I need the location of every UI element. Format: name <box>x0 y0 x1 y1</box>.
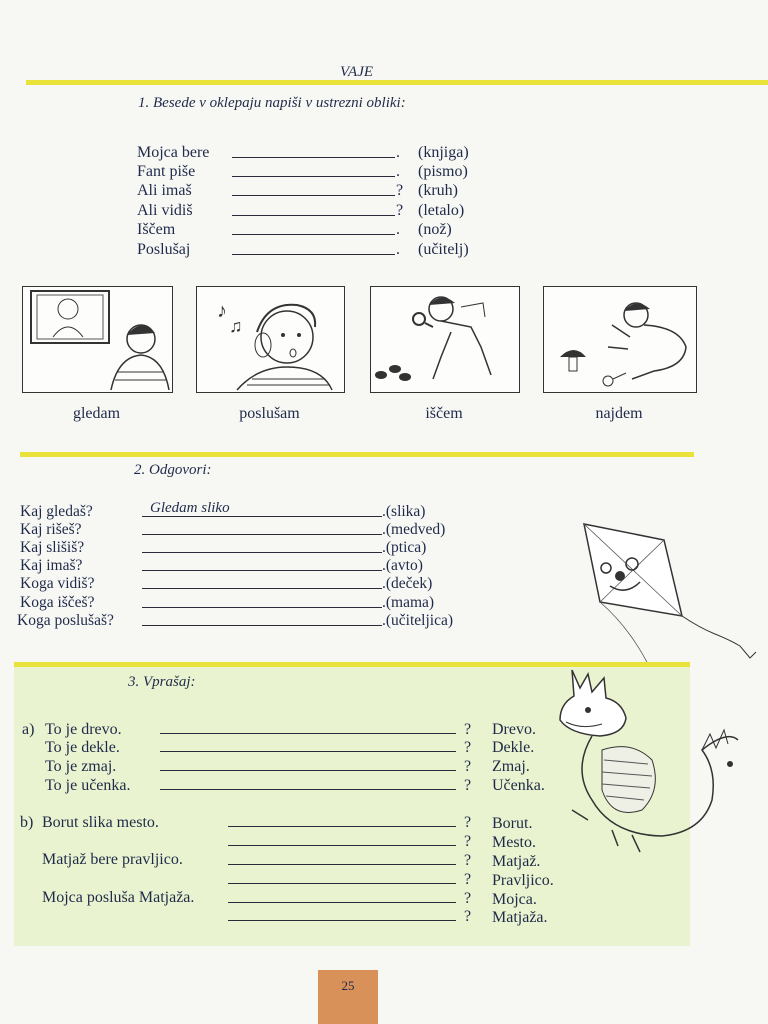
ex2-hint-text: (deček) <box>385 575 433 592</box>
ex3-qmark: ? <box>464 890 472 907</box>
ex3-answer-line[interactable] <box>228 920 456 921</box>
ex3-qmark: ? <box>464 777 472 794</box>
ex3-answer-line[interactable] <box>228 826 456 827</box>
ex3-a-prompt: To je dekle. <box>45 739 120 756</box>
ex3-a-prompt: To je zmaj. <box>45 758 117 775</box>
ex3-a-answer: Dekle. <box>492 739 535 756</box>
ex2-answer-line[interactable] <box>142 552 382 553</box>
ex3-qmark: ? <box>464 871 472 888</box>
ex1-answer-line[interactable] <box>232 176 395 177</box>
ex3-answer-line[interactable] <box>160 733 456 734</box>
ex3-b-prompt: Matjaž bere pravljico. <box>42 851 183 868</box>
svg-text:♫: ♫ <box>229 316 243 336</box>
kite-icon <box>570 518 760 668</box>
ex2-answer-line[interactable] <box>142 625 382 626</box>
ex1-punct: . <box>396 241 400 258</box>
page-title: VAJE <box>340 64 374 80</box>
ex2-hint: .(mama) <box>382 594 435 611</box>
ex3-qmark: ? <box>464 758 472 775</box>
ex2-prompt: Kaj gledaš? <box>20 503 93 520</box>
girl-listening-icon <box>196 286 345 393</box>
ex2-hint: .(avto) <box>382 557 423 574</box>
ex1-prompt: Mojca bere <box>137 144 210 161</box>
ex1-punct: ? <box>396 182 404 199</box>
ex2-hint: .(učiteljica) <box>382 612 453 629</box>
ex2-answer-line[interactable] <box>142 534 382 535</box>
ex2-prompt: Kaj slišiš? <box>20 539 85 556</box>
ex2-hint-text: (avto) <box>385 557 423 574</box>
ex3-a-label: a) <box>22 721 35 738</box>
ex3-instruction: 3. Vprašaj: <box>128 674 196 690</box>
page-number-text: 25 <box>341 978 355 993</box>
ex2-instruction: 2. Odgovori: <box>134 462 212 478</box>
ex3-qmark: ? <box>464 739 472 756</box>
ex3-a-prompt: To je učenka. <box>45 777 131 794</box>
ex1-punct: ? <box>396 202 404 219</box>
ex3-answer-line[interactable] <box>160 789 456 790</box>
page-number <box>318 970 378 1024</box>
ex1-prompt: Fant piše <box>137 163 196 180</box>
ex3-qmark: ? <box>464 814 472 831</box>
ex3-a-answer: Zmaj. <box>492 758 530 775</box>
ex3-b-label: b) <box>20 814 34 831</box>
ex1-prompt: Ali vidiš <box>137 202 193 219</box>
ex3-b-answer: Pravljico. <box>492 872 554 889</box>
ex2-answer-line[interactable] <box>142 570 382 571</box>
ex3-a-answer: Drevo. <box>492 721 536 738</box>
ex1-hint: (učitelj) <box>418 241 469 258</box>
ex3-b-answer: Matjaža. <box>492 909 548 926</box>
boy-searching-magnifier-icon <box>370 286 520 393</box>
ex3-b-answer: Mojca. <box>492 891 537 908</box>
picture-caption: gledam <box>72 405 121 422</box>
ex3-qmark: ? <box>464 908 472 925</box>
dragon-icon <box>552 660 748 856</box>
picture-caption: poslušam <box>239 405 300 422</box>
ex3-b-prompt: Borut slika mesto. <box>42 814 159 831</box>
ex3-answer-line[interactable] <box>228 883 456 884</box>
ex1-prompt: Iščem <box>137 221 176 238</box>
ex2-prompt: Koga vidiš? <box>20 575 95 592</box>
ex1-answer-line[interactable] <box>232 215 395 216</box>
ex3-b-answer: Mesto. <box>492 834 536 851</box>
ex1-answer-line[interactable] <box>232 195 395 196</box>
ex3-answer-line[interactable] <box>228 864 456 865</box>
ex1-hint: (kruh) <box>418 182 458 199</box>
ex1-punct: . <box>396 144 400 161</box>
ex2-hint: .(ptica) <box>382 539 427 556</box>
ex2-sample-answer: Gledam sliko <box>150 500 230 516</box>
ex1-prompt: Ali imaš <box>137 182 192 199</box>
svg-text:♪: ♪ <box>217 300 227 322</box>
ex3-a-prompt: To je drevo. <box>45 721 122 738</box>
ex3-answer-line[interactable] <box>160 751 456 752</box>
ex2-hint: .(deček) <box>382 575 433 592</box>
ex2-hint-text: (mama) <box>385 594 435 611</box>
header-divider <box>26 80 768 85</box>
ex3-b-answer: Matjaž. <box>492 853 541 870</box>
ex1-hint: (letalo) <box>418 202 465 219</box>
ex1-answer-line[interactable] <box>232 254 395 255</box>
ex3-b-answer: Borut. <box>492 815 533 832</box>
ex2-prompt: Koga iščeš? <box>20 594 95 611</box>
ex3-answer-line[interactable] <box>228 845 456 846</box>
ex3-a-answer: Učenka. <box>492 777 545 794</box>
ex3-answer-line[interactable] <box>228 902 456 903</box>
ex1-answer-line[interactable] <box>232 234 395 235</box>
ex3-qmark: ? <box>464 721 472 738</box>
ex1-prompt: Poslušaj <box>137 241 191 258</box>
ex3-qmark: ? <box>464 833 472 850</box>
ex2-prompt: Kaj rišeš? <box>20 521 82 538</box>
ex2-prompt: Koga poslušaš? <box>17 612 114 629</box>
ex1-hint: (nož) <box>418 221 452 238</box>
ex2-answer-line[interactable] <box>142 516 382 517</box>
ex2-answer-line[interactable] <box>142 607 382 608</box>
boy-looking-at-picture-icon <box>22 286 173 393</box>
ex3-answer-line[interactable] <box>160 770 456 771</box>
ex1-instruction: 1. Besede v oklepaju napiši v ustrezni obliki: <box>138 95 406 111</box>
ex1-answer-line[interactable] <box>232 157 395 158</box>
ex2-hint-text: (ptica) <box>385 539 427 556</box>
ex1-hint: (knjiga) <box>418 144 469 161</box>
boy-finding-mushroom-icon <box>543 286 697 393</box>
ex2-hint-text: (medved) <box>385 521 446 538</box>
picture-caption: najdem <box>595 405 643 422</box>
picture-caption: iščem <box>425 405 463 422</box>
ex2-hint-text: (učiteljica) <box>385 612 453 629</box>
ex1-punct: . <box>396 221 400 238</box>
ex2-hint-text: (slika) <box>385 503 426 520</box>
section-divider <box>20 452 694 457</box>
ex2-hint: .(slika) <box>382 503 426 520</box>
ex3-qmark: ? <box>464 852 472 869</box>
ex2-prompt: Kaj imaš? <box>20 557 83 574</box>
ex2-hint: .(medved) <box>382 521 446 538</box>
ex3-b-prompt: Mojca posluša Matjaža. <box>42 889 195 906</box>
ex1-punct: . <box>396 163 400 180</box>
ex2-answer-line[interactable] <box>142 588 382 589</box>
ex1-hint: (pismo) <box>418 163 468 180</box>
